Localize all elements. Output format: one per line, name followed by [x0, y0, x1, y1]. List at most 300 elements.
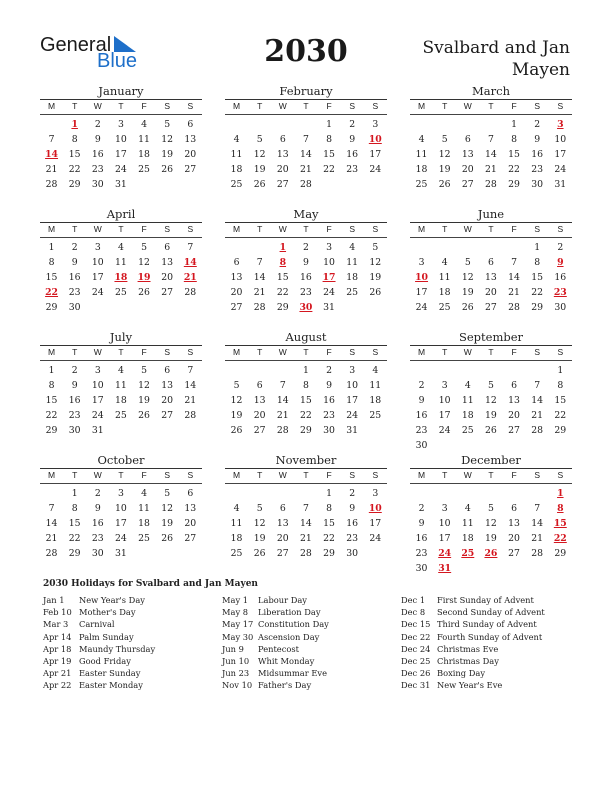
day-cell: 8	[326, 134, 333, 145]
holiday-date: Nov 10	[222, 680, 253, 691]
day-cell: 22	[531, 287, 544, 298]
day-grid	[410, 241, 572, 316]
day-cell: 10	[438, 518, 451, 529]
day-cell: 9	[302, 257, 309, 268]
holiday-name: Carnival	[79, 619, 115, 630]
holiday-row	[43, 631, 223, 643]
day-grid	[40, 118, 202, 193]
holiday-name: Mother's Day	[79, 607, 136, 618]
day-cell: 3	[418, 257, 425, 268]
day-cell: 25	[138, 533, 150, 544]
weekday-label: S	[164, 224, 171, 234]
day-cell: 26	[485, 425, 497, 436]
day-cell: 23	[346, 164, 359, 175]
day-cell: 18	[461, 533, 474, 544]
weekday-label: T	[72, 101, 78, 111]
day-cell: 12	[461, 272, 474, 283]
day-cell: 17	[91, 272, 104, 283]
day-cell: 24	[346, 410, 359, 421]
day-cell: 20	[276, 533, 289, 544]
holiday-date: Jun 10	[222, 655, 250, 666]
day-cell: 27	[230, 302, 243, 313]
day-cell: 19	[161, 518, 174, 529]
weekday-label: S	[164, 347, 171, 357]
weekday-label: T	[303, 470, 309, 480]
day-cell: 15	[68, 518, 81, 529]
holiday-column	[43, 594, 223, 692]
day-cell: 19	[253, 533, 266, 544]
day-cell: 14	[300, 149, 312, 160]
weekday-header	[410, 222, 572, 238]
holiday-row	[43, 618, 223, 630]
weekday-label: T	[257, 101, 263, 111]
holiday-row	[43, 643, 223, 655]
day-cell: 27	[508, 425, 520, 436]
day-cell: 2	[71, 242, 78, 253]
holiday-day-cell: 26	[484, 548, 498, 559]
day-cell: 22	[323, 164, 335, 175]
day-cell: 31	[115, 548, 127, 559]
day-cell: 30	[554, 302, 567, 313]
weekday-label: M	[418, 470, 426, 480]
day-cell: 2	[349, 119, 356, 130]
day-cell: 2	[418, 503, 425, 514]
weekday-label: M	[233, 347, 241, 357]
day-cell: 11	[415, 149, 428, 160]
day-cell: 9	[534, 134, 541, 145]
weekday-label: T	[303, 224, 309, 234]
holiday-name: Father's Day	[258, 680, 312, 691]
day-cell: 24	[554, 164, 567, 175]
day-cell: 16	[323, 395, 335, 406]
weekday-label: F	[511, 101, 517, 111]
logo-general-text: General	[40, 34, 112, 56]
day-cell: 11	[115, 257, 127, 268]
day-cell: 24	[91, 410, 104, 421]
day-cell: 1	[511, 119, 518, 130]
month-may	[225, 207, 387, 316]
day-cell: 13	[276, 149, 289, 160]
day-cell: 18	[369, 395, 382, 406]
holiday-date: May 8	[222, 607, 249, 618]
day-cell: 20	[508, 533, 520, 544]
day-cell: 13	[161, 380, 174, 391]
day-cell: 3	[441, 503, 448, 514]
holiday-date: Dec 1	[401, 595, 426, 605]
day-cell: 30	[531, 179, 544, 190]
day-cell: 22	[508, 164, 520, 175]
holiday-name: New Year's Day	[79, 595, 145, 605]
day-cell: 4	[349, 242, 356, 253]
day-cell: 13	[508, 518, 520, 529]
day-cell: 18	[438, 287, 451, 298]
empty-day-cell	[503, 241, 526, 256]
day-cell: 7	[48, 503, 55, 514]
weekday-label: F	[511, 470, 517, 480]
weekday-label: S	[349, 470, 356, 480]
day-cell: 17	[115, 518, 127, 529]
holiday-day-cell: 8	[557, 503, 564, 514]
day-cell: 9	[326, 380, 333, 391]
day-cell: 16	[91, 149, 104, 160]
empty-day-cell	[40, 487, 63, 502]
day-cell: 22	[300, 410, 312, 421]
day-cell: 15	[323, 149, 335, 160]
day-cell: 5	[256, 503, 263, 514]
weekday-label: M	[48, 470, 56, 480]
holiday-name: Christmas Day	[437, 655, 499, 666]
day-cell: 11	[230, 518, 243, 529]
holiday-day-cell: 25	[461, 548, 475, 559]
day-grid	[225, 487, 387, 562]
weekday-label: S	[164, 470, 171, 480]
day-cell: 23	[300, 287, 312, 298]
day-cell: 17	[438, 410, 451, 421]
weekday-label: M	[418, 101, 426, 111]
day-cell: 18	[115, 395, 127, 406]
day-cell: 3	[372, 488, 379, 499]
weekday-label: T	[257, 347, 263, 357]
holiday-name: Easter Monday	[79, 680, 143, 691]
day-cell: 24	[323, 287, 335, 298]
weekday-header	[40, 468, 202, 484]
holiday-row	[222, 655, 402, 667]
day-cell: 27	[276, 548, 289, 559]
day-cell: 11	[230, 149, 243, 160]
day-cell: 26	[138, 410, 150, 421]
day-cell: 18	[138, 149, 150, 160]
day-cell: 9	[71, 257, 78, 268]
weekday-label: M	[48, 347, 56, 357]
holiday-name: Good Friday	[79, 655, 131, 666]
day-cell: 30	[323, 425, 335, 436]
day-cell: 20	[161, 272, 174, 283]
day-cell: 1	[534, 242, 541, 253]
holiday-name: Christmas Eve	[437, 643, 499, 654]
weekday-label: M	[48, 101, 56, 111]
holiday-day-cell: 14	[45, 149, 59, 160]
day-cell: 29	[45, 425, 58, 436]
weekday-label: S	[187, 347, 194, 357]
holiday-date: Jun 23	[222, 668, 250, 679]
empty-day-cell	[248, 487, 271, 502]
day-cell: 1	[71, 488, 78, 499]
weekday-label: W	[463, 347, 472, 357]
holiday-date: Jan 1	[43, 595, 65, 605]
holiday-name: Easter Sunday	[79, 668, 141, 679]
day-cell: 13	[276, 518, 289, 529]
day-cell: 29	[554, 425, 567, 436]
weekday-label: W	[278, 347, 287, 357]
day-cell: 13	[461, 149, 474, 160]
day-cell: 25	[115, 410, 127, 421]
day-cell: 9	[349, 503, 356, 514]
weekday-label: T	[442, 101, 448, 111]
day-cell: 6	[464, 134, 471, 145]
day-cell: 12	[138, 257, 150, 268]
day-cell: 6	[487, 257, 494, 268]
weekday-label: W	[93, 347, 102, 357]
day-cell: 5	[233, 380, 240, 391]
weekday-header	[225, 222, 387, 238]
day-cell: 26	[161, 164, 174, 175]
holiday-name: Third Sunday of Advent	[437, 619, 537, 630]
weekday-label: T	[72, 347, 78, 357]
holiday-date: Dec 24	[401, 643, 431, 654]
holiday-date: Dec 31	[401, 680, 431, 691]
day-cell: 20	[485, 287, 497, 298]
day-cell: 5	[256, 134, 263, 145]
day-cell: 15	[531, 272, 544, 283]
day-cell: 4	[117, 365, 124, 376]
day-cell: 14	[253, 272, 266, 283]
weekday-label: F	[326, 347, 332, 357]
day-cell: 2	[349, 488, 356, 499]
day-cell: 24	[369, 164, 382, 175]
weekday-header	[225, 345, 387, 361]
weekday-label: W	[463, 470, 472, 480]
holiday-row	[401, 618, 581, 630]
weekday-label: S	[557, 470, 564, 480]
day-cell: 10	[323, 257, 335, 268]
holiday-date: Apr 18	[43, 643, 72, 654]
day-cell: 28	[276, 425, 289, 436]
day-cell: 15	[300, 395, 312, 406]
weekday-label: W	[278, 470, 287, 480]
weekday-label: S	[372, 224, 379, 234]
day-cell: 18	[138, 518, 150, 529]
day-cell: 16	[531, 149, 544, 160]
day-cell: 3	[117, 488, 124, 499]
weekday-header	[40, 222, 202, 238]
day-cell: 5	[164, 488, 171, 499]
empty-day-cell	[410, 118, 433, 133]
weekday-label: T	[118, 347, 124, 357]
weekday-label: W	[93, 224, 102, 234]
day-cell: 16	[91, 518, 104, 529]
holiday-date: May 30	[222, 631, 254, 642]
day-cell: 16	[554, 272, 567, 283]
day-cell: 20	[230, 287, 243, 298]
day-cell: 20	[184, 518, 197, 529]
day-cell: 7	[256, 257, 263, 268]
empty-day-cell	[456, 118, 479, 133]
empty-day-cell	[40, 118, 63, 133]
day-cell: 30	[415, 440, 428, 451]
day-cell: 29	[554, 548, 567, 559]
day-cell: 19	[461, 287, 474, 298]
day-cell: 1	[326, 119, 333, 130]
day-cell: 21	[45, 164, 58, 175]
empty-day-cell	[479, 118, 502, 133]
day-cell: 31	[91, 425, 104, 436]
weekday-label: S	[372, 470, 379, 480]
weekday-label: S	[187, 101, 194, 111]
day-grid	[225, 241, 387, 316]
holiday-day-cell: 31	[438, 563, 452, 574]
day-cell: 27	[508, 548, 520, 559]
day-cell: 26	[161, 533, 174, 544]
weekday-label: T	[488, 470, 494, 480]
day-cell: 29	[68, 548, 81, 559]
day-cell: 21	[184, 395, 197, 406]
weekday-header	[410, 468, 572, 484]
day-cell: 18	[230, 533, 243, 544]
empty-day-cell	[225, 241, 248, 256]
page-header	[0, 0, 612, 90]
day-cell: 19	[161, 149, 174, 160]
holiday-name: Palm Sunday	[79, 631, 134, 642]
empty-day-cell	[433, 364, 456, 379]
day-cell: 27	[161, 410, 174, 421]
day-cell: 6	[187, 119, 194, 130]
holiday-row	[43, 655, 223, 667]
month-july	[40, 330, 202, 439]
day-cell: 23	[91, 533, 104, 544]
day-cell: 19	[485, 533, 497, 544]
day-cell: 28	[485, 179, 497, 190]
weekday-label: F	[141, 347, 147, 357]
day-grid	[225, 364, 387, 439]
holiday-name: Liberation Day	[258, 607, 321, 618]
day-cell: 21	[300, 164, 312, 175]
weekday-label: T	[442, 470, 448, 480]
day-cell: 10	[115, 134, 127, 145]
holiday-column	[222, 594, 402, 692]
holiday-name: Labour Day	[258, 595, 307, 605]
month-december	[410, 453, 572, 577]
holiday-row	[222, 667, 402, 679]
day-cell: 26	[253, 548, 266, 559]
weekday-label: W	[463, 101, 472, 111]
day-cell: 15	[68, 149, 81, 160]
day-grid	[225, 118, 387, 193]
empty-day-cell	[433, 487, 456, 502]
day-cell: 23	[68, 410, 81, 421]
holiday-row	[222, 643, 402, 655]
day-cell: 17	[438, 533, 451, 544]
month-august	[225, 330, 387, 439]
day-cell: 26	[369, 287, 382, 298]
weekday-label: F	[141, 101, 147, 111]
empty-day-cell	[456, 364, 479, 379]
holiday-date: Mar 3	[43, 619, 69, 630]
day-cell: 28	[184, 410, 197, 421]
day-cell: 25	[346, 287, 359, 298]
day-cell: 17	[91, 395, 104, 406]
holiday-date: Apr 14	[43, 631, 72, 642]
day-cell: 6	[511, 503, 518, 514]
day-cell: 6	[233, 257, 240, 268]
day-cell: 24	[91, 287, 104, 298]
weekday-header	[225, 99, 387, 115]
month-february	[225, 84, 387, 193]
weekday-header	[40, 345, 202, 361]
day-cell: 12	[161, 134, 174, 145]
day-cell: 16	[68, 395, 81, 406]
day-cell: 5	[141, 242, 148, 253]
month-title: July	[109, 330, 133, 344]
day-cell: 3	[117, 119, 124, 130]
day-cell: 21	[45, 533, 58, 544]
holiday-date: May 17	[222, 619, 254, 630]
month-title: January	[98, 84, 144, 98]
day-cell: 24	[115, 164, 127, 175]
day-cell: 12	[253, 149, 266, 160]
weekday-label: M	[418, 224, 426, 234]
weekday-label: F	[511, 224, 517, 234]
empty-day-cell	[271, 364, 294, 379]
day-cell: 6	[164, 242, 171, 253]
weekday-label: T	[118, 101, 124, 111]
weekday-label: S	[349, 224, 356, 234]
weekday-label: S	[557, 101, 564, 111]
month-title: December	[461, 453, 521, 467]
day-cell: 2	[94, 488, 101, 499]
day-cell: 31	[346, 425, 359, 436]
empty-day-cell	[225, 487, 248, 502]
weekday-header	[225, 468, 387, 484]
holiday-row	[222, 679, 402, 691]
day-cell: 13	[184, 134, 197, 145]
day-cell: 12	[369, 257, 382, 268]
day-cell: 25	[115, 287, 127, 298]
day-cell: 5	[372, 242, 379, 253]
day-cell: 18	[415, 164, 428, 175]
holiday-day-cell: 24	[438, 548, 452, 559]
empty-day-cell	[248, 118, 271, 133]
day-cell: 27	[161, 287, 174, 298]
day-cell: 7	[48, 134, 55, 145]
empty-day-cell	[526, 487, 549, 502]
holiday-day-cell: 22	[553, 533, 567, 544]
empty-day-cell	[479, 241, 502, 256]
day-cell: 29	[323, 548, 335, 559]
day-cell: 16	[415, 533, 428, 544]
weekday-label: T	[303, 347, 309, 357]
logo	[40, 34, 150, 74]
day-cell: 13	[184, 503, 197, 514]
day-cell: 17	[369, 518, 382, 529]
month-january	[40, 84, 202, 193]
day-cell: 14	[276, 395, 289, 406]
weekday-label: M	[233, 470, 241, 480]
day-cell: 6	[279, 503, 286, 514]
day-cell: 29	[531, 302, 544, 313]
day-cell: 2	[418, 380, 425, 391]
empty-day-cell	[294, 487, 317, 502]
weekday-label: S	[164, 101, 171, 111]
day-cell: 8	[48, 257, 55, 268]
day-cell: 22	[276, 287, 289, 298]
day-cell: 5	[487, 503, 494, 514]
day-cell: 20	[461, 164, 474, 175]
holiday-name: Pentecost	[258, 643, 299, 654]
holiday-name: Fourth Sunday of Advent	[437, 631, 543, 642]
holiday-row	[43, 667, 223, 679]
day-cell: 20	[161, 395, 174, 406]
holiday-row	[401, 655, 581, 667]
weekday-label: S	[372, 347, 379, 357]
holiday-date: Dec 8	[401, 607, 426, 618]
day-cell: 10	[91, 380, 104, 391]
day-cell: 5	[164, 119, 171, 130]
day-cell: 7	[534, 380, 541, 391]
day-cell: 21	[531, 410, 544, 421]
weekday-label: T	[72, 224, 78, 234]
day-cell: 11	[138, 503, 150, 514]
day-cell: 4	[141, 119, 148, 130]
